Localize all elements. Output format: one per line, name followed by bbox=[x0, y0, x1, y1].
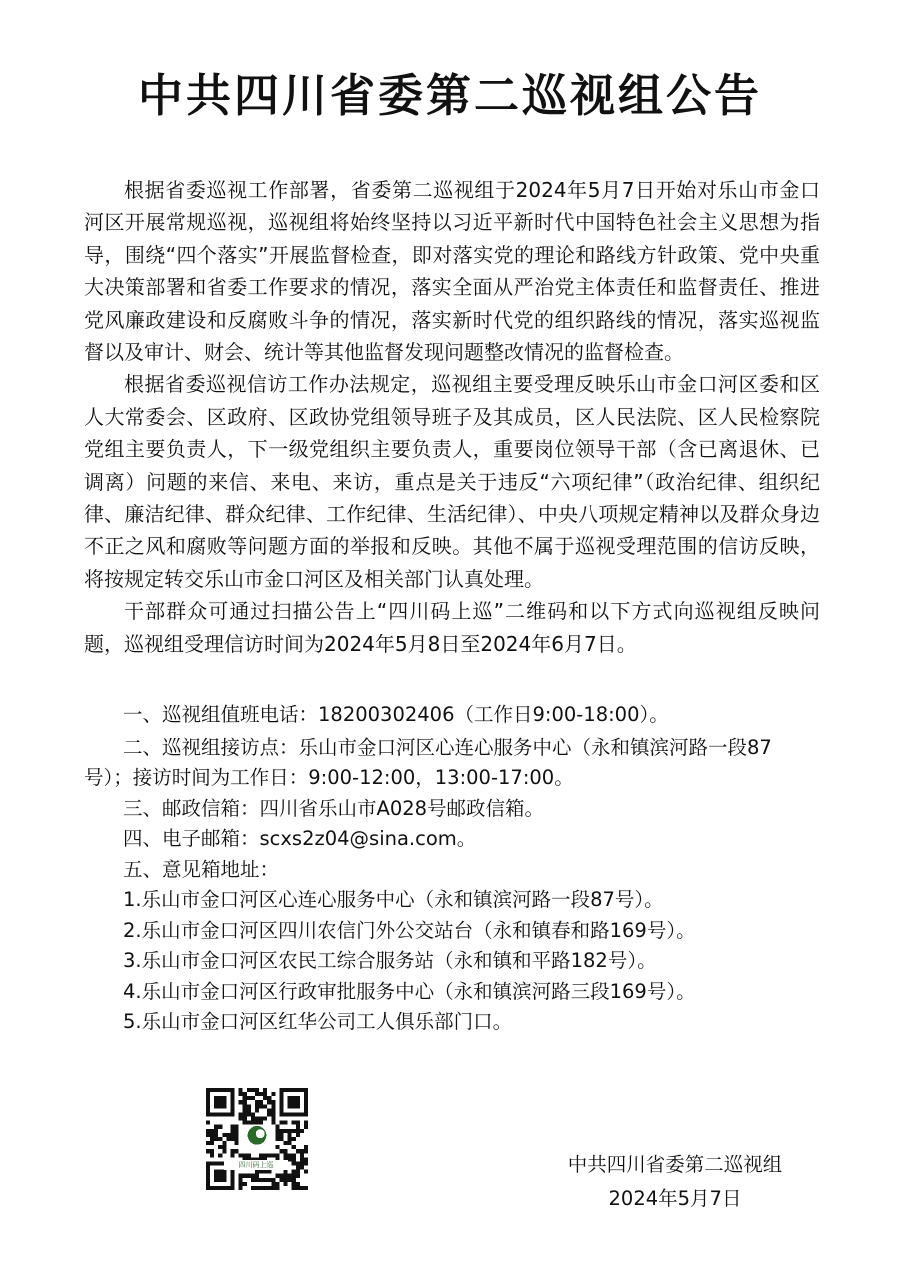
contact-phone: 一、巡视组值班电话：18200302406（工作日9:00-18:00）。 bbox=[123, 703, 669, 726]
contact-email: 四、电子邮箱：scxs2z04@sina.com。 bbox=[123, 827, 477, 850]
contact-visit-point: 二、巡视组接访点：乐山市金口河区心连心服务中心（永和镇滨河路一段87号）；接访时间为工作日：9:00-12:00，13:00-17:00。 bbox=[84, 735, 772, 789]
paragraph-petition-scope: 根据省委巡视信访工作办法规定，巡视组主要受理反映乐山市金口河区委和区人大常委会、区政府、区政协党组领导班子及其成员，区人民法院、区人民检察院党组主要负责人，下一级党组织主要负责人，重要岗位领导干部（含已离退休、已调离）问题的来信、来电、来访，重点是关于违反“六项纪律”（政治纪律、组织纪律、廉洁纪律、群众纪律、工作纪律、生活纪律）、中央八项规定精神以及群众身边不正之风和腐败等问题方面的举报和反映。其他不属于巡视受理范围的信访反映，将按规定转交乐山市金口河区及相关部门认真处理。 bbox=[84, 372, 820, 591]
signature-organization: 中共四川省委第二巡视组 bbox=[567, 1153, 783, 1176]
suggestion-box-address: 4.乐山市金口河区行政审批服务中心（永和镇滨河路三段169号）。 bbox=[123, 979, 696, 1003]
signature-date: 2024年5月7日 bbox=[608, 1187, 742, 1210]
page-title: 中共四川省委第二巡视组公告 bbox=[137, 69, 762, 122]
qr-code-icon bbox=[206, 1088, 308, 1190]
suggestion-box-address: 3.乐山市金口河区农民工综合服务站（永和镇和平路182号）。 bbox=[123, 949, 657, 972]
contact-list bbox=[84, 700, 820, 1038]
contact-postal-box: 三、邮政信箱：四川省乐山市A028号邮政信箱。 bbox=[123, 796, 545, 820]
paragraph-reporting-period: 干部群众可通过扫描公告上“四川码上巡”二维码和以下方式向巡视组反映问题，巡视组受理信访时间为2024年5月8日至2024年6月7日。 bbox=[84, 599, 820, 656]
suggestion-box-address: 1.乐山市金口河区心连心服务中心（永和镇滨河路一段87号）。 bbox=[123, 888, 664, 911]
contact-boxes-heading: 五、意见箱地址： bbox=[123, 857, 280, 881]
suggestion-box-address: 5.乐山市金口河区红华公司工人俱乐部门口。 bbox=[123, 1010, 513, 1033]
qr-code-caption: 四川码上巡 bbox=[224, 1160, 288, 1170]
suggestion-box-address: 2.乐山市金口河区四川农信门外公交站台（永和镇春和路169号）。 bbox=[123, 918, 696, 942]
announcement-body bbox=[84, 174, 820, 660]
qr-code[interactable] bbox=[206, 1088, 308, 1190]
signature-block bbox=[555, 1148, 795, 1216]
paragraph-inspection-scope: 根据省委巡视工作部署，省委第二巡视组于2024年5月7日开始对乐山市金口河区开展常规巡视，巡视组将始终坚持以习近平新时代中国特色社会主义思想为指导，围绕“四个落实”开展监督检查，即对落实党的理论和路线方针政策、党中央重大决策部署和省委工作要求的情况，落实全面从严治党主体责任和监督责任、推进党风廉政建设和反腐败斗争的情况，落实新时代党的组织路线的情况，落实巡视监督以及审计、财会、统计等其他监督发现问题整改情况的监督检查。 bbox=[84, 178, 820, 365]
